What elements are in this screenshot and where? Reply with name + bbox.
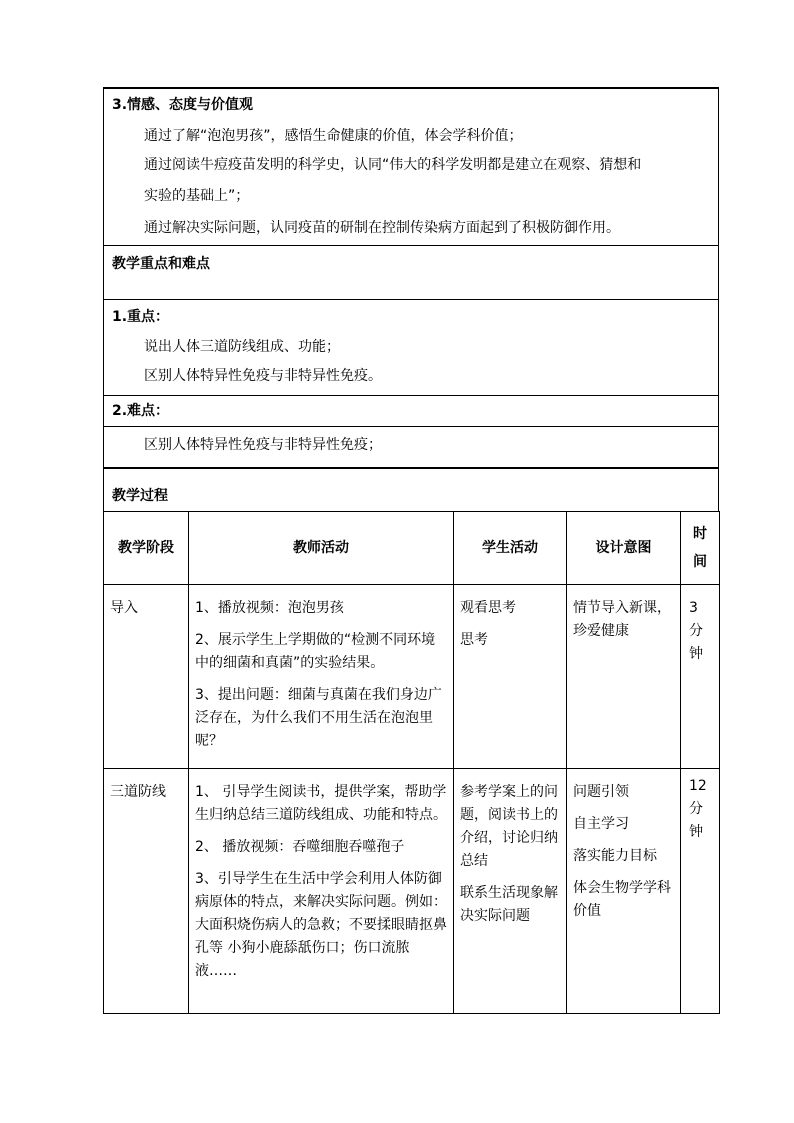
process-title-row (104, 469, 718, 511)
difficulty-heading-row (104, 396, 718, 427)
section-values (104, 89, 718, 246)
time-cell: 3分钟 (689, 600, 703, 662)
design-intent: 问题引领 (573, 784, 629, 800)
text-line: 通过解决实际问题，认同疫苗的研制在控制传染病方面起到了积极防御作用。 (144, 220, 620, 236)
difficulty-row (104, 427, 718, 469)
lesson-plan-document (103, 87, 719, 1014)
student-activity: 思考 (460, 632, 488, 648)
table-row (104, 769, 720, 1014)
column-header: 时间 (681, 512, 720, 585)
teacher-activity: 2、 播放视频：吞噬细胞吞噬孢子 (195, 839, 405, 855)
column-header: 教学阶段 (104, 512, 189, 585)
focus-line: 区别人体特异性免疫与非特异性免疫。 (144, 368, 382, 384)
text-line: 通过了解“泡泡男孩”，感悟生命健康的价值，体会学科价值； (144, 128, 523, 144)
teacher-activity: 3、提出问题：细菌与真菌在我们身边广泛存在，为什么我们不用生活在泡泡里呢？ (195, 687, 442, 749)
difficulty-line: 区别人体特异性免疫与非特异性免疫； (144, 437, 382, 453)
teacher-activity: 2、展示学生上学期做的“检测不同环境中的细菌和真菌”的实验结果。 (195, 632, 436, 671)
design-intent: 自主学习 (573, 816, 629, 832)
focus-line: 说出人体三道防线组成、功能； (144, 339, 340, 355)
column-header: 教师活动 (189, 512, 454, 585)
focus-row (104, 300, 718, 396)
table-header-row (104, 512, 720, 585)
column-header: 设计意图 (567, 512, 681, 585)
time-cell: 12分钟 (689, 778, 707, 840)
teacher-activity: 1、 引导学生阅读书，提供学案，帮助学生归纳总结三道防线组成、功能和特点。 (195, 784, 447, 823)
teacher-activity: 3、引导学生在生活中学会利用人体防御病原体的特点，来解决实际问题。例如：大面积烧伤病人的急救；不要揉眼睛抠鼻孔等 小狗小鹿舔舐伤口；伤口流脓液…… (195, 871, 447, 979)
key-points-title-row (104, 246, 718, 300)
student-activity: 参考学案上的问题，阅读书上的介绍，讨论归纳总结 (460, 784, 558, 869)
stage-cell: 三道防线 (110, 784, 166, 800)
section-title: 教学过程 (112, 488, 168, 504)
difficulty-heading: 2.难点： (112, 403, 170, 419)
text-line: 实验的基础上”； (144, 188, 250, 204)
text-line: 通过阅读牛痘疫苗发明的科学史，认同“伟大的科学发明都是建立在观察、猜想和 (144, 157, 642, 173)
stage-cell: 导入 (110, 600, 138, 616)
design-intent: 落实能力目标 (573, 848, 657, 864)
design-intent: 体会生物学学科价值 (573, 880, 671, 919)
student-activity: 观看思考 (460, 600, 516, 616)
teacher-activity: 1、播放视频：泡泡男孩 (195, 600, 344, 616)
lesson-plan-table (103, 87, 719, 511)
process-table (103, 511, 720, 1014)
section-title: 教学重点和难点 (112, 256, 210, 272)
table-row (104, 585, 720, 769)
section-heading: 3.情感、态度与价值观 (112, 97, 254, 113)
column-header: 学生活动 (454, 512, 567, 585)
student-activity: 联系生活现象解决实际问题 (460, 885, 558, 924)
focus-heading: 1.重点： (112, 309, 170, 325)
design-intent: 情节导入新课，珍爱健康 (573, 600, 671, 639)
